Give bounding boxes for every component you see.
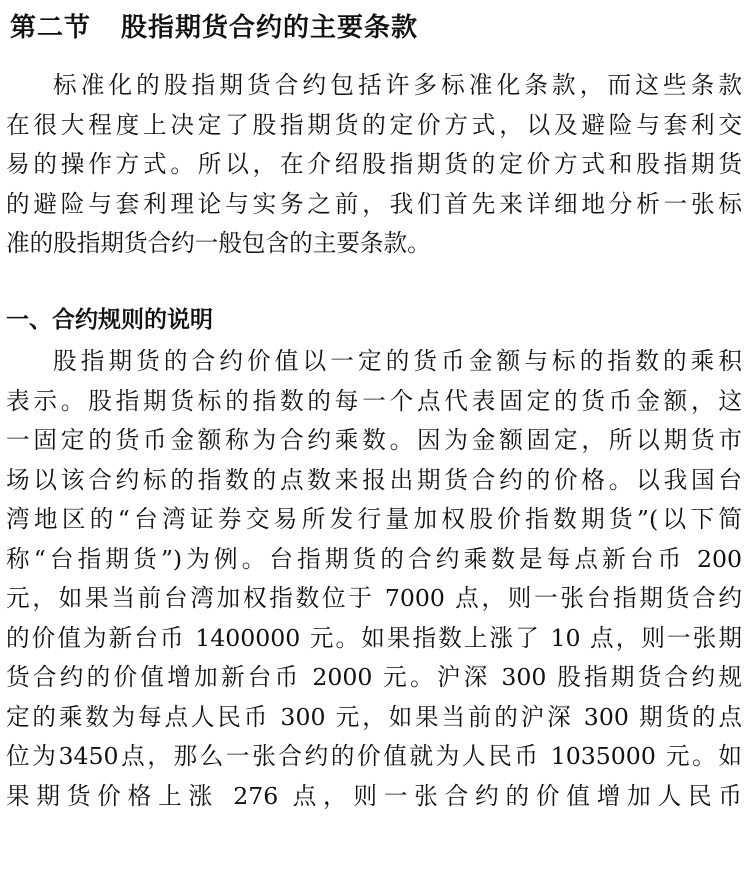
text-line: 称“台指期货”)为例。台指期货的合约乘数是每点新台币 200 (6, 544, 742, 573)
text-line: 股指期货的合约价值以一定的货币金额与标的指数的乘积 (53, 347, 742, 375)
text-line: 在很大程度上决定了股指期货的定价方式，以及避险与套利交 (6, 110, 742, 139)
text-line: 表示。股指期货标的指数的每一个点代表固定的货币金额，这 (6, 386, 742, 415)
text-line: 一固定的货币金额称为合约乘数。因为金额固定，所以期货市 (6, 426, 742, 454)
text-line: 的避险与套利理论与实务之前，我们首先来详细地分析一张标 (6, 189, 742, 218)
section-heading (10, 8, 418, 48)
text-line: 场以该合约标的指数的点数来报出期货合约的价格。以我国台 (6, 465, 742, 494)
text-line: 位为3450点，那么一张合约的价值就为人民币 1035000 元。如 (6, 742, 742, 770)
text-line: 标准化的股指期货合约包括许多标准化条款，而这些条款 (53, 71, 742, 99)
paragraph-contract-rules (6, 342, 742, 816)
text-line: 的价值为新台币 1400000 元。如果指数上涨了 10 点，则一张期 (6, 623, 742, 652)
text-line: 易的操作方式。所以，在介绍股指期货的定价方式和股指期货 (6, 150, 742, 178)
paragraph-intro (6, 66, 742, 264)
text-line: 货合约的价值增加新台币 2000 元。沪深 300 股指期货合约规 (6, 663, 742, 691)
text-line: 湾地区的“台湾证券交易所发行量加权股价指数期货”(以下简 (6, 505, 742, 533)
section-number: 第二节 (10, 13, 92, 43)
text-line: 准的股指期货合约一般包含的主要条款。 (6, 229, 431, 257)
subsection-heading: 一、合约规则的说明 (6, 307, 213, 333)
text-line: 定的乘数为每点人民币 300 元，如果当前的沪深 300 期货的点 (6, 702, 742, 731)
section-title: 股指期货合约的主要条款 (121, 13, 419, 43)
text-line: 元，如果当前台湾加权指数位于 7000 点，则一张台指期货合约 (6, 584, 742, 612)
text-line: 果期货价格上涨 276 点，则一张合约的价值增加人民币 (6, 781, 742, 810)
